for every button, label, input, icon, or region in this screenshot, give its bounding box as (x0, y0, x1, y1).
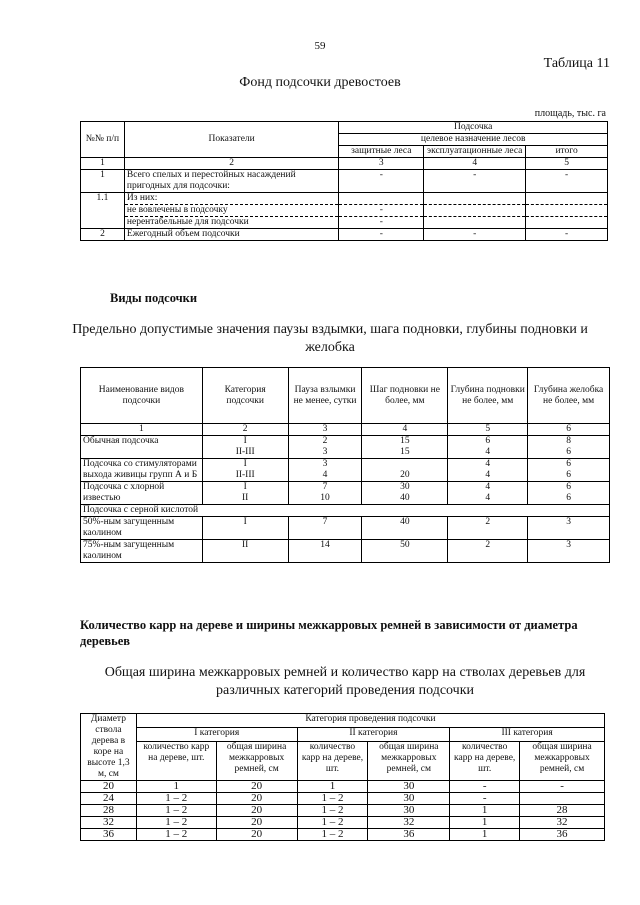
table-row (81, 781, 605, 793)
cell-value: 15 (400, 436, 410, 446)
cell-indicator: Всего спелых и перестойных насаждений пригодных для подсочки: (124, 170, 338, 193)
cell-value: 36 (81, 829, 137, 841)
table-row (81, 805, 605, 817)
cell-value: 1 – 2 (297, 805, 368, 817)
table-row (81, 229, 608, 241)
header-width: общая ширина межкарровых ремней, см (216, 741, 297, 780)
cell-value: - (339, 229, 424, 241)
cell-value: 4 (485, 482, 491, 492)
cell-value: 2 (322, 436, 328, 446)
cell-value: 2 (448, 540, 528, 563)
cell-value: 32 (368, 817, 450, 829)
cell-value: 30 (368, 781, 450, 793)
header-purpose: целевое назначение лесов (339, 134, 608, 146)
table1-title: Фонд подсочки древостоев (239, 75, 401, 90)
colnum: 5 (448, 424, 528, 436)
cell-value: - (526, 170, 608, 193)
cell-value: 20 (216, 793, 297, 805)
column-number-row (81, 424, 610, 436)
cell-value: 1 (450, 805, 520, 817)
table-row (81, 170, 608, 193)
cell-value: II-III (235, 447, 255, 457)
table-header-row (81, 741, 605, 780)
header-indicators: Показатели (124, 122, 338, 158)
table-row (81, 829, 605, 841)
header-category: Категория проведения подсочки (136, 714, 604, 728)
cell-value: 10 (320, 493, 330, 503)
header-cat-1: I категория (136, 727, 297, 741)
table-row (81, 459, 610, 482)
header-num: №№ п/п (81, 122, 125, 158)
cell-value: 40 (362, 517, 448, 540)
cell-value: 14 (288, 540, 362, 563)
cell-value: 7 (322, 482, 328, 492)
cell-value: 3 (322, 447, 328, 457)
table-label: Таблица 11 (543, 56, 610, 71)
cell-num: 1.1 (81, 193, 125, 229)
table3-caption: Общая ширина межкарровых ремней и количество карр на стволах деревьев для различных категорий проведения подсочки (104, 665, 586, 698)
unit-label: площадь, тыс. га (534, 108, 606, 119)
header-cell: Шаг подновки не более, мм (362, 368, 448, 424)
header-cell: Наименование видов подсочки (81, 368, 203, 424)
cell-value: 20 (216, 817, 297, 829)
cell-value: 32 (81, 817, 137, 829)
cell-value: 4 (485, 493, 491, 503)
cell-value: 1 – 2 (136, 817, 216, 829)
cell-name: Подсочка с хлорной известью (81, 482, 203, 505)
cell-value: 2 (448, 517, 528, 540)
table-row (81, 517, 610, 540)
cell-value: 4 (485, 470, 491, 480)
cell-value (520, 793, 605, 805)
table-row (81, 205, 608, 217)
cell-name: 75%-ным загущенным каолином (81, 540, 203, 563)
cell-value: I (243, 459, 247, 469)
header-cell: Глубина подновки не более, мм (448, 368, 528, 424)
cell-value (424, 217, 526, 229)
cell-value: 30 (400, 482, 410, 492)
colnum: 1 (81, 158, 125, 170)
table-podsochka-fund (80, 121, 608, 241)
cell-value: 36 (368, 829, 450, 841)
cell-value: 30 (368, 793, 450, 805)
header-cell: Пауза взлымки не менее, сутки (288, 368, 362, 424)
header-cell: Категория подсочки (202, 368, 288, 424)
cell-value (364, 459, 445, 470)
colnum: 4 (362, 424, 448, 436)
cell-value: - (526, 229, 608, 241)
cell-value: 6 (485, 436, 491, 446)
cell-value: - (339, 217, 424, 229)
colnum: 3 (339, 158, 424, 170)
colnum: 1 (81, 424, 203, 436)
cell-name: 50%-ным загущенным каолином (81, 517, 203, 540)
cell-value: 50 (362, 540, 448, 563)
table-podsochka-types (80, 367, 610, 563)
table-header-row (81, 727, 605, 741)
cell-indicator: Ежегодный объем подсочки (124, 229, 338, 241)
cell-value: 30 (368, 805, 450, 817)
column-number-row (81, 158, 608, 170)
cell-indicator: нерентабельные для подсочки (124, 217, 338, 229)
cell-value: I (243, 436, 247, 446)
header-cat-3: III категория (450, 727, 605, 741)
header-count: количество карр на дереве, шт. (450, 741, 520, 780)
cell-value: 40 (400, 493, 410, 503)
cell-value: 32 (520, 817, 605, 829)
cell-value: 20 (81, 781, 137, 793)
header-cat-2: II категория (297, 727, 450, 741)
table-row (81, 482, 610, 505)
cell-value: I (243, 482, 247, 492)
cell-value: 3 (528, 540, 610, 563)
cell-value: 4 (322, 470, 328, 480)
header-cell: Глубина желобка не более, мм (528, 368, 610, 424)
table-row (81, 540, 610, 563)
cell-value: II-III (235, 470, 255, 480)
colnum: 3 (288, 424, 362, 436)
cell-value: 20 (216, 829, 297, 841)
cell-value: - (520, 781, 605, 793)
cell-value (526, 193, 608, 205)
header-podsochka: Подсочка (339, 122, 608, 134)
cell-value: 20 (400, 470, 410, 480)
cell-value: 1 (297, 781, 368, 793)
cell-num: 2 (81, 229, 125, 241)
cell-value: 4 (485, 447, 491, 457)
cell-span-label: Подсочка с серной кислотой (81, 505, 610, 517)
cell-value: 6 (566, 470, 571, 480)
header-exploitation: эксплуатационные леса (424, 146, 526, 158)
cell-value: 1 (450, 829, 520, 841)
cell-value: 3 (322, 459, 328, 469)
table-header-row (81, 714, 605, 728)
cell-value: 1 – 2 (136, 805, 216, 817)
colnum: 2 (124, 158, 338, 170)
colnum: 5 (526, 158, 608, 170)
cell-value: 28 (81, 805, 137, 817)
table-row (81, 436, 610, 459)
cell-value (424, 193, 526, 205)
cell-value: 28 (520, 805, 605, 817)
section-heading: Виды подсочки (110, 291, 198, 305)
cell-value: 1 – 2 (297, 793, 368, 805)
cell-value: 8 (566, 436, 571, 446)
cell-value: 1 – 2 (136, 829, 216, 841)
colnum: 6 (528, 424, 610, 436)
table2-caption: Предельно допустимые значения паузы вздымки, шага подновки, глубины подновки и желобка (72, 322, 588, 355)
cell-value: 1 – 2 (297, 829, 368, 841)
colnum: 2 (202, 424, 288, 436)
cell-value: 1 – 2 (297, 817, 368, 829)
cell-value: 36 (520, 829, 605, 841)
cell-value: 1 – 2 (136, 793, 216, 805)
cell-name: Обычная подсочка (81, 436, 203, 459)
header-width: общая ширина межкарровых ремней, см (520, 741, 605, 780)
cell-value (424, 205, 526, 217)
cell-value: 15 (400, 447, 410, 457)
table-row (81, 217, 608, 229)
cell-value: - (339, 205, 424, 217)
cell-value (339, 193, 424, 205)
header-protective: защитные леса (339, 146, 424, 158)
cell-value: II (202, 540, 288, 563)
cell-indicator: не вовлечены в подсочку (124, 205, 338, 217)
cell-name: Подсочка со стимуляторами выхода живицы групп А и Б (81, 459, 203, 482)
header-width: общая ширина межкарровых ремней, см (368, 741, 450, 780)
cell-value: 20 (216, 781, 297, 793)
cell-value: 6 (566, 459, 571, 469)
cell-value: 1 (136, 781, 216, 793)
table-row (81, 793, 605, 805)
cell-value (526, 217, 608, 229)
cell-value: - (424, 170, 526, 193)
cell-num: 1 (81, 170, 125, 193)
header-diameter: Диаметр ствола дерева в коре на высоте 1,3 м, см (81, 714, 137, 781)
header-total: итого (526, 146, 608, 158)
table-row (81, 505, 610, 517)
cell-value: 20 (216, 805, 297, 817)
cell-value: I (202, 517, 288, 540)
cell-value: - (450, 781, 520, 793)
cell-value: 6 (566, 493, 571, 503)
cell-value: 1 (450, 817, 520, 829)
cell-value: - (424, 229, 526, 241)
cell-value: 6 (566, 447, 571, 457)
cell-value (526, 205, 608, 217)
cell-value: 6 (566, 482, 571, 492)
cell-value: 3 (528, 517, 610, 540)
table-row (81, 193, 608, 205)
header-count: количество карр на дереве, шт. (136, 741, 216, 780)
cell-value: 24 (81, 793, 137, 805)
header-count: количество карр на дереве, шт. (297, 741, 368, 780)
cell-value: - (339, 170, 424, 193)
cell-value: 7 (288, 517, 362, 540)
cell-value: - (450, 793, 520, 805)
table-header-row (81, 368, 610, 424)
cell-value: 4 (485, 459, 491, 469)
colnum: 4 (424, 158, 526, 170)
page-number: 59 (314, 40, 326, 52)
cell-value: II (242, 493, 249, 503)
table-header-row (81, 122, 608, 134)
cell-indicator: Из них: (124, 193, 338, 205)
table-karr-count (80, 713, 605, 841)
section-heading: Количество карр на дереве и ширины межкарровых ремней в зависимости от диаметра деревьев (80, 618, 578, 648)
table-row (81, 817, 605, 829)
